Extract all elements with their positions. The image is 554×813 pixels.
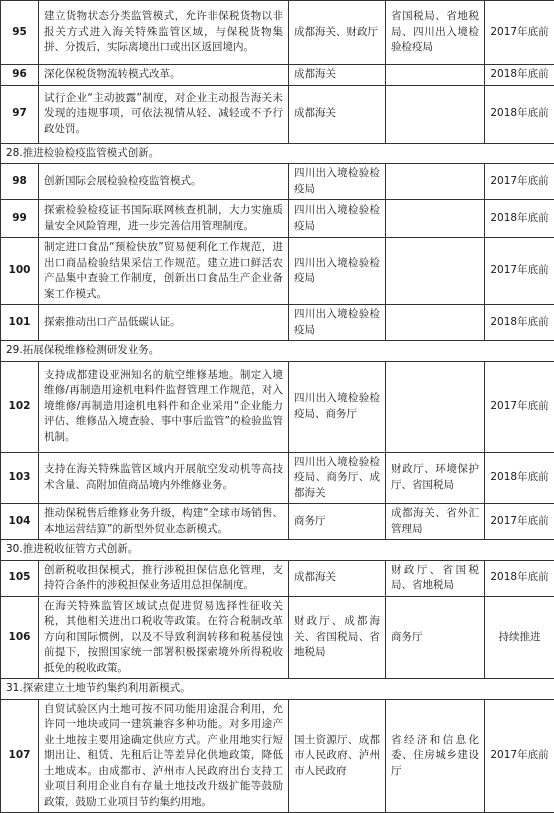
table-row (1, 560, 554, 596)
section-header-row (1, 143, 554, 164)
lead-department: 四川出入境检验检疫局 (289, 200, 386, 238)
deadline: 2017年底前 (485, 238, 554, 305)
deadline: 2017年底前 (485, 1, 554, 65)
task-content: 支持在海关特殊监管区域内开展航空发动机等高技术含量、高附加值商品境内外维修业务。 (39, 452, 289, 504)
deadline: 2018年底前 (485, 200, 554, 238)
section-header-row (1, 540, 554, 561)
deadline: 2017年底前 (485, 699, 554, 813)
item-number: 107 (1, 699, 39, 813)
item-number: 97 (1, 85, 39, 143)
section-header-row (1, 341, 554, 362)
deadline: 2018年底前 (485, 65, 554, 86)
section-title: 28.推进检验检疫监管模式创新。 (1, 143, 554, 164)
table-row (1, 504, 554, 540)
item-number: 98 (1, 164, 39, 200)
cooperating-departments (386, 361, 485, 452)
lead-department: 成都海关、财政厅 (289, 1, 386, 65)
cooperating-departments: 省国税局、省地税局、四川出入境检验检疫局 (386, 1, 485, 65)
item-number: 104 (1, 504, 39, 540)
table-row (1, 305, 554, 341)
deadline: 持续推进 (485, 596, 554, 679)
task-content: 制定进口食品“预检快放”贸易便利化工作规范，进出口商品检验结果采信工作规范。建立进口鲜活农产品集中查验工作制度，创新出口食品生产企业备案工作模式。 (39, 238, 289, 305)
cooperating-departments (386, 200, 485, 238)
lead-department: 成都海关 (289, 560, 386, 596)
table-row (1, 452, 554, 504)
table-row (1, 1, 554, 65)
lead-department: 四川出入境检验检疫局、商务厅、成都海关 (289, 452, 386, 504)
lead-department: 四川出入境检验检疫局 (289, 305, 386, 341)
deadline: 2017年底前 (485, 164, 554, 200)
item-number: 103 (1, 452, 39, 504)
task-content: 支持成都建设亚洲知名的航空维修基地。制定入境维修/再制造用途机电料件监督管理工作规范，对入境维修/再制造用途机电料件和企业采用“企业能力评估、维修品入境查验、事中事后监管”的检验监管机制。 (39, 361, 289, 452)
table-row (1, 699, 554, 813)
cooperating-departments (386, 164, 485, 200)
task-content: 深化保税货物流转模式改革。 (39, 65, 289, 86)
item-number: 96 (1, 65, 39, 86)
lead-department: 国土资源厅、成都市人民政府、泸州市人民政府 (289, 699, 386, 813)
deadline: 2018年底前 (485, 560, 554, 596)
deadline: 2018年底前 (485, 305, 554, 341)
table-row (1, 65, 554, 86)
table-row (1, 596, 554, 679)
task-content: 建立货物状态分类监管模式，允许非保税货物以非报关方式进入海关特殊监管区域，与保税货物集拼、分拨后，实际离境出口或出区返回境内。 (39, 1, 289, 65)
cooperating-departments: 财政厅、环境保护厅、省国税局 (386, 452, 485, 504)
task-content: 试行企业“主动披露”制度，对企业主动报告海关未发现的违规事项，可依法视情从轻、减轻或不予行政处罚。 (39, 85, 289, 143)
lead-department: 商务厅 (289, 504, 386, 540)
task-content: 推动保税售后维修业务升级，构建“全球市场销售、本地运营结算”的新型外贸业态新模式。 (39, 504, 289, 540)
deadline: 2017年底前 (485, 504, 554, 540)
section-title: 30.推进税收征管方式创新。 (1, 540, 554, 561)
lead-department: 成都海关 (289, 65, 386, 86)
lead-department: 四川出入境检验检疫局 (289, 164, 386, 200)
cooperating-departments: 成都海关、省外汇管理局 (386, 504, 485, 540)
deadline: 2017年底前 (485, 361, 554, 452)
section-title: 31.探索建立土地节约集约利用新模式。 (1, 679, 554, 700)
item-number: 100 (1, 238, 39, 305)
lead-department: 财政厅、成都海关、省国税局、省地税局 (289, 596, 386, 679)
lead-department: 四川出入境检验检疫局、商务厅 (289, 361, 386, 452)
cooperating-departments: 商务厅 (386, 596, 485, 679)
table-row (1, 200, 554, 238)
task-content: 创新税收担保模式，推行涉税担保信息化管理，支持符合条件的涉税担保业务适用总担保制度。 (39, 560, 289, 596)
section-title: 29.拓展保税维修检测研发业务。 (1, 341, 554, 362)
item-number: 95 (1, 1, 39, 65)
cooperating-departments: 财政厅、省国税局、省地税局 (386, 560, 485, 596)
table-row (1, 361, 554, 452)
lead-department: 成都海关 (289, 85, 386, 143)
deadline: 2018年底前 (485, 85, 554, 143)
table-row (1, 164, 554, 200)
cooperating-departments: 省经济和信息化委、住房城乡建设厅 (386, 699, 485, 813)
cooperating-departments (386, 85, 485, 143)
policy-table-body (1, 1, 554, 813)
deadline: 2018年底前 (485, 452, 554, 504)
item-number: 105 (1, 560, 39, 596)
table-row (1, 238, 554, 305)
cooperating-departments (386, 238, 485, 305)
item-number: 101 (1, 305, 39, 341)
task-content: 在海关特殊监管区域试点促进贸易选择性征收关税，其他相关进出口税收等政策。在符合税制改革方向和国际惯例，以及不导致利润转移和税基侵蚀前提下，按照国家统一部署积极探索境外所得税收抵免的税收政策。 (39, 596, 289, 679)
section-header-row (1, 679, 554, 700)
task-content: 自贸试验区内土地可按不同功能用途混合利用，允许同一地块或同一建筑兼容多种功能。对多用途产业土地按主要用途确定供应方式。产业用地实行短期出让、租赁、先租后让等差异化供地政策，降低土地成本。由成都市、泸州市人民政府出台支持工业项目利用企业自有存量土地技改升级扩能等鼓励政策，鼓励工业项目节约集约用地。 (39, 699, 289, 813)
task-content: 创新国际会展检验检疫监管模式。 (39, 164, 289, 200)
item-number: 102 (1, 361, 39, 452)
lead-department: 四川出入境检验检疫局 (289, 238, 386, 305)
task-content: 探索推动出口产品低碳认证。 (39, 305, 289, 341)
task-content: 探索检验检疫证书国际联网核查机制，大力实施质量安全风险管理，进一步完善信用管理制度。 (39, 200, 289, 238)
item-number: 106 (1, 596, 39, 679)
table-row (1, 85, 554, 143)
cooperating-departments (386, 65, 485, 86)
item-number: 99 (1, 200, 39, 238)
cooperating-departments (386, 305, 485, 341)
